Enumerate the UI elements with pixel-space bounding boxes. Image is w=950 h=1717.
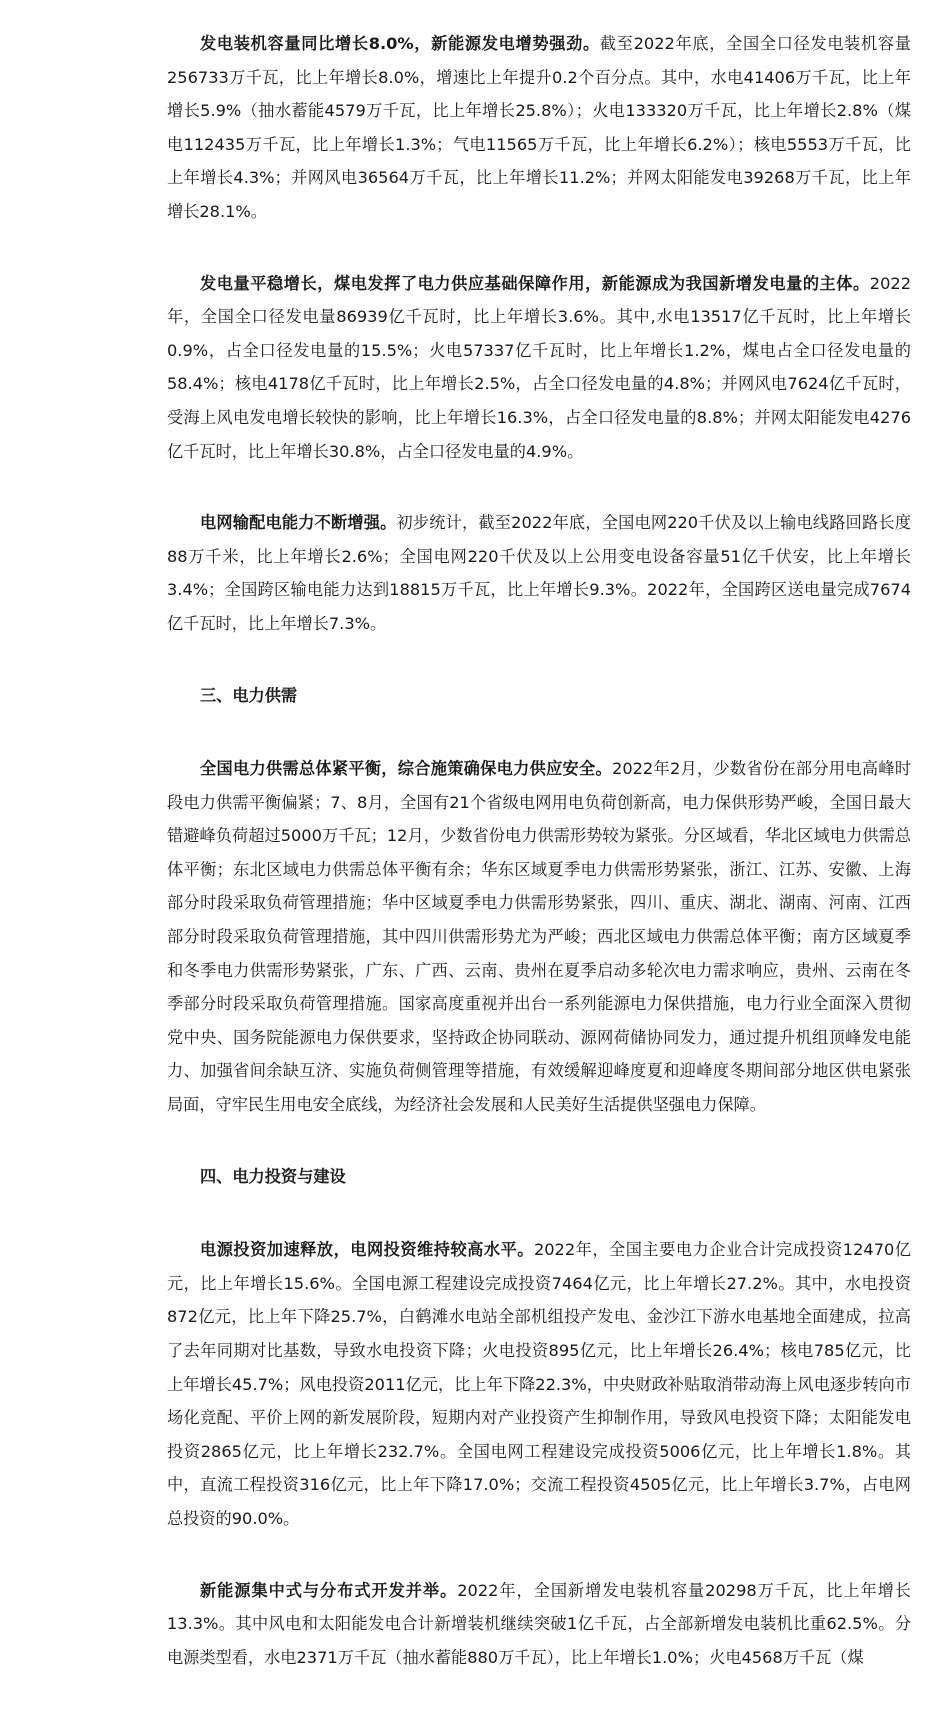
paragraph-body: 2022年，全国新增发电装机容量20298万千瓦，比上年增长13.3%。其中风电和太阳能发电合计新增装机继续突破1亿千瓦，占全部新增发电装机比重62.5%。分电源类型看，水电2371万千瓦（抽水蓄能880万千瓦），比上年增长1.0%；火电4568万千瓦（煤 <box>167 1580 911 1667</box>
paragraph-lead: 电网输配电能力不断增强。 <box>200 513 397 533</box>
paragraph-generation-output <box>167 267 911 469</box>
paragraph-lead: 新能源集中式与分布式开发并举。 <box>200 1580 458 1600</box>
paragraph-lead: 发电装机容量同比增长8.0%，新能源发电增势强劲。 <box>200 34 600 53</box>
paragraph-new-energy <box>167 1574 911 1675</box>
paragraph-lead: 全国电力供需总体紧平衡，综合施策确保电力供应安全。 <box>200 759 613 779</box>
paragraph-body: 初步统计，截至2022年底，全国电网220千伏及以上输电线路回路长度88万千米，比上年增长2.6%；全国电网220千伏及以上公用变电设备容量51亿千伏安，比上年增长3.4%；全国跨区输电能力达到18815万千瓦，比上年增长9.3%。2022年，全国跨区送电量完成7674亿千瓦时，比上年增长7.3%。 <box>167 513 912 633</box>
document-page <box>167 27 911 1712</box>
paragraph-body: 2022年，全国全口径发电量86939亿千瓦时，比上年增长3.6%。其中,水电13517亿千瓦时，比上年增长0.9%，占全口径发电量的15.5%；火电57337亿千瓦时，比上年增长1.2%，煤电占全口径发电量的58.4%；核电4178亿千瓦时，比上年增长2.5%，占全口径发电量的4.8%；并网风电7624亿千瓦时，受海上风电发电增长较快的影响，比上年增长16.3%，占全口径发电量的8.8%；并网太阳能发电4276亿千瓦时，比上年增长30.8%，占全口径发电量的4.9%。 <box>167 273 911 461</box>
paragraph-body: 截至2022年底，全国全口径发电装机容量256733万千瓦，比上年增长8.0%，增速比上年提升0.2个百分点。其中，水电41406万千瓦，比上年增长5.9%（抽水蓄能4579万千瓦，比上年增长25.8%）；火电133320万千瓦，比上年增长2.8%（煤电112435万千瓦，比上年增长1.3%；气电11565万千瓦，比上年增长6.2%）；核电5553万千瓦，比上年增长4.3%；并网风电36564万千瓦，比上年增长11.2%；并网太阳能发电39268万千瓦，比上年增长28.1%。 <box>167 34 911 221</box>
paragraph-grid-capacity <box>167 506 911 640</box>
paragraph-investment <box>167 1233 911 1535</box>
section-heading-investment: 四、电力投资与建设 <box>200 1166 346 1186</box>
paragraph-body: 2022年2月，少数省份在部分用电高峰时段电力供需平衡偏紧；7、8月，全国有21个省级电网用电负荷创新高，电力保供形势严峻，全国日最大错避峰负荷超过5000万千瓦；12月，少数省份电力供需形势较为紧张。分区域看，华北区域电力供需总体平衡；东北区域电力供需总体平衡有余；华东区域夏季电力供需形势紧张，浙江、江苏、安徽、上海部分时段采取负荷管理措施；华中区域夏季电力供需形势紧张，四川、重庆、湖北、湖南、河南、江西部分时段采取负荷管理措施，其中四川供需形势尤为严峻；西北区域电力供需总体平衡；南方区域夏季和冬季电力供需形势紧张，广东、广西、云南、贵州在夏季启动多轮次电力需求响应，贵州、云南在冬季部分时段采取负荷管理措施。国家高度重视并出台一系列能源电力保供措施，电力行业全面深入贯彻党中央、国务院能源电力保供要求，坚持政企协同联动、源网荷储协同发力，通过提升机组顶峰发电能力、加强省间余缺互济、实施负荷侧管理等措施，有效缓解迎峰度夏和迎峰度冬期间部分地区供电紧张局面，守牢民生用电安全底线，为经济社会发展和人民美好生活提供坚强电力保障。 <box>167 759 912 1115</box>
paragraph-lead: 电源投资加速释放，电网投资维持较高水平。 <box>200 1240 534 1260</box>
paragraph-body: 2022年，全国主要电力企业合计完成投资12470亿元，比上年增长15.6%。全国电源工程建设完成投资7464亿元，比上年增长27.2%。其中，水电投资872亿元，比上年下降25.7%，白鹤滩水电站全部机组投产发电、金沙江下游水电基地全面建成，拉高了去年同期对比基数，导致水电投资下降；火电投资895亿元，比上年增长26.4%；核电785亿元，比上年增长45.7%；风电投资2011亿元，比上年下降22.3%，中央财政补贴取消带动海上风电逐步转向市场化竞配、平价上网的新发展阶段，短期内对产业投资产生抑制作用，导致风电投资下降；太阳能发电投资2865亿元，比上年增长232.7%。全国电网工程建设完成投资5006亿元，比上年增长1.8%。其中，直流工程投资316亿元，比上年下降17.0%；交流工程投资4505亿元，比上年增长3.7%，占电网总投资的90.0%。 <box>167 1240 911 1528</box>
paragraph-supply-balance <box>167 752 911 1122</box>
section-heading-supply-demand: 三、电力供需 <box>200 685 298 705</box>
paragraph-generation-capacity <box>167 27 911 229</box>
paragraph-lead: 发电量平稳增长，煤电发挥了电力供应基础保障作用，新能源成为我国新增发电量的主体。 <box>200 273 870 293</box>
